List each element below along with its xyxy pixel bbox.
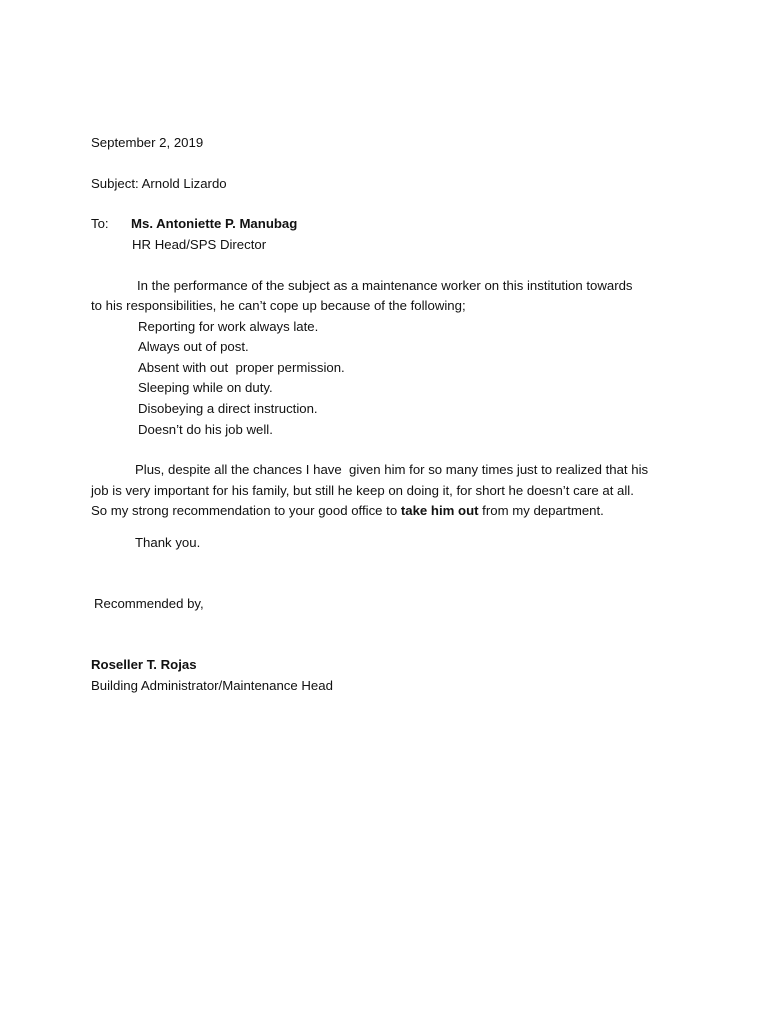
list-item: Absent with out proper permission. [138,360,345,375]
recommendation-text-post: from my department. [478,503,604,518]
letter-date: September 2, 2019 [91,135,204,150]
recipient-title: HR Head/SPS Director [132,237,267,252]
recipient-line [0,216,768,232]
paragraph-1-line-1: In the performance of the subject as a maintenance worker on this institution towards [137,278,633,293]
recommended-by: Recommended by, [94,596,204,611]
recommendation-text-pre: So my strong recommendation to your good office to [91,503,401,518]
paragraph-2-line-3 [91,503,604,519]
list-item: Sleeping while on duty. [138,380,273,395]
recipient-name: Ms. Antoniette P. Manubag [131,216,298,231]
list-item: Disobeying a direct instruction. [138,401,318,416]
recommendation-emphasis: take him out [400,503,479,518]
paragraph-2-line-1: Plus, despite all the chances I have given him for so many times just to realized that his [135,462,649,477]
thanks-line: Thank you. [135,535,201,550]
list-item: Doesn’t do his job well. [138,422,273,437]
letter-subject: Subject: Arnold Lizardo [91,176,227,191]
signer-name: Roseller T. Rojas [91,657,197,672]
list-item: Always out of post. [138,339,249,354]
signer-title: Building Administrator/Maintenance Head [91,678,333,693]
to-label: To: [91,216,109,231]
paragraph-1-line-2: to his responsibilities, he can’t cope up because of the following; [91,298,466,313]
list-item: Reporting for work always late. [138,319,319,334]
paragraph-2-line-2: job is very important for his family, but still he keep on doing it, for short he doesn’t care at all. [91,483,634,498]
